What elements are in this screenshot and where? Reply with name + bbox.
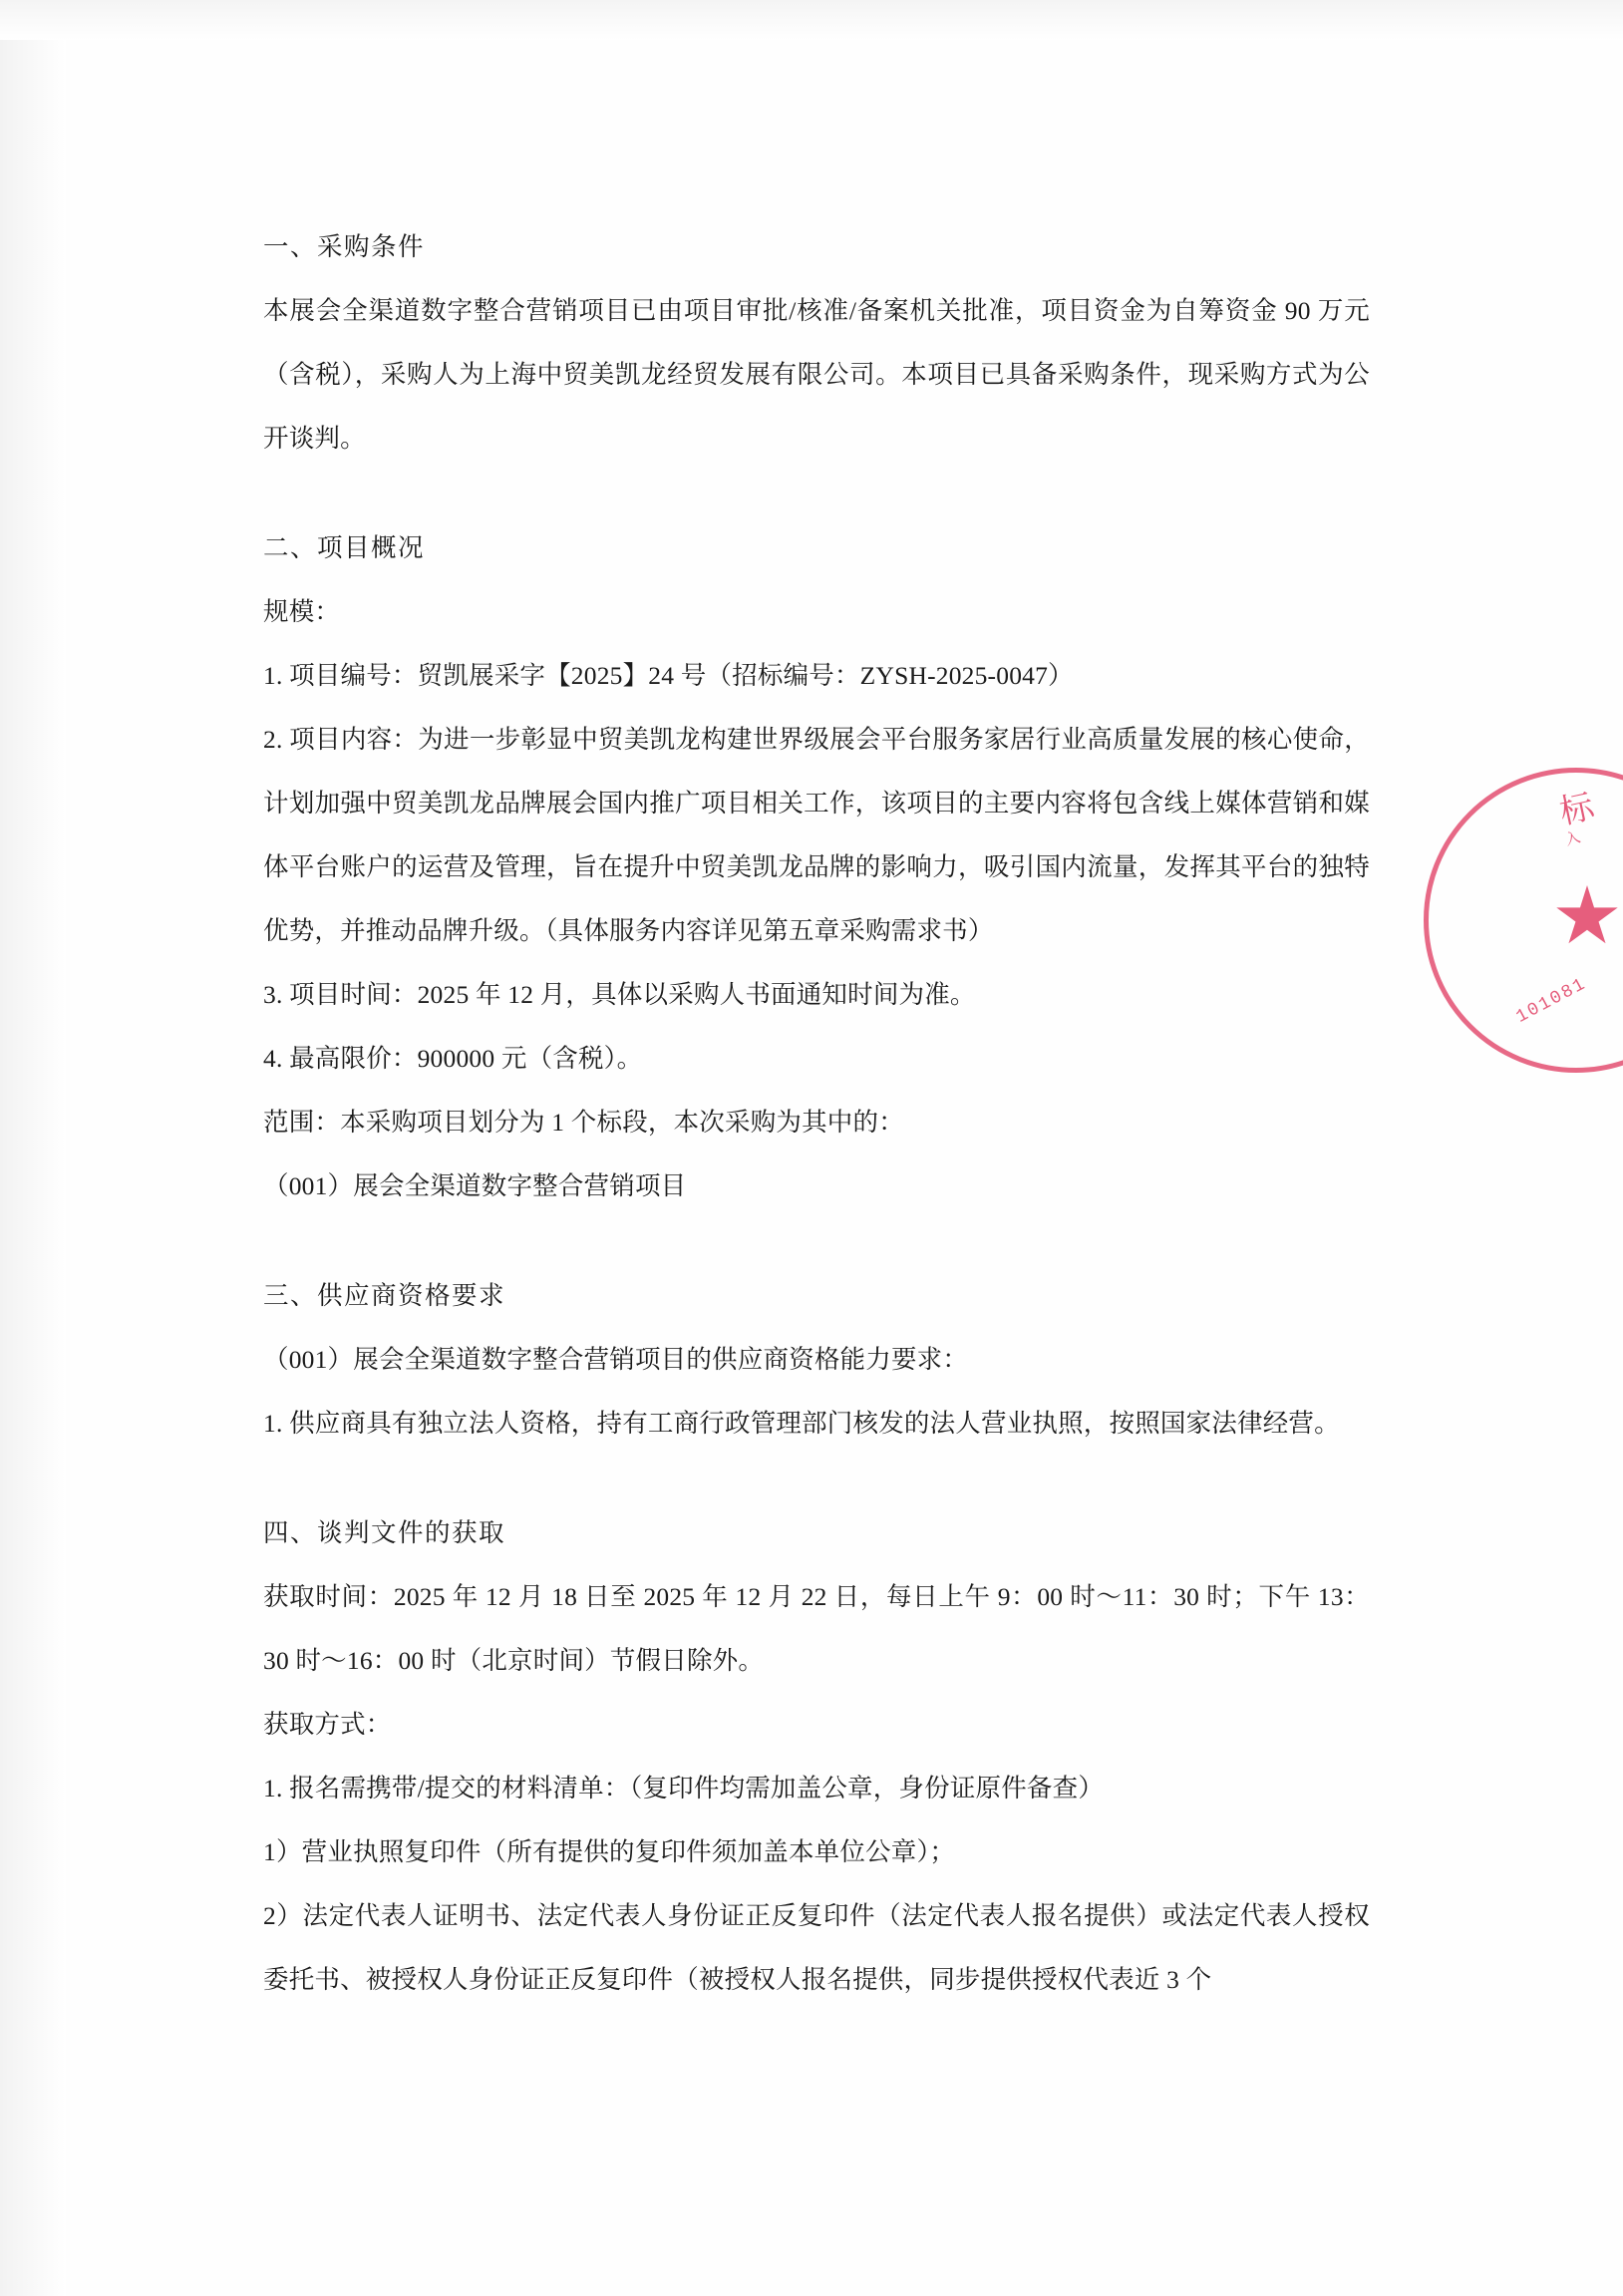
spacer	[263, 1456, 1370, 1501]
seal-ring	[1424, 768, 1623, 1073]
spacer	[263, 1218, 1370, 1264]
acquire-time-value: 2025 年 12 月 18 日至 2025 年 12 月 22 日，每日上午 9：00 时～11：30 时；下午 13：30 时～16：00 时（北京时间）节假日除外。	[263, 1582, 1370, 1675]
section-heading-4: 四、谈判文件的获取	[263, 1518, 506, 1547]
section-1-paragraph-1: 本展会全渠道数字整合营销项目已由项目审批/核准/备案机关批准，项目资金为自筹资金 90 万元（含税），采购人为上海中贸美凯龙经贸发展有限公司。本项目已具备采购条件，现采购方式为公开谈判。	[263, 296, 1370, 453]
section-2-item-2: 2. 项目内容：为进一步彰显中贸美凯龙构建世界级展会平台服务家居行业高质量发展的核心使命，计划加强中贸美凯龙品牌展会国内推广项目相关工作，该项目的主要内容将包含线上媒体营销和媒体平台账户的运营及管理，旨在提升中贸美凯龙品牌的影响力，吸引国内流量，发挥其平台的独特优势，并推动品牌升级。（具体服务内容详见第五章采购需求书）	[263, 725, 1370, 945]
section-2-scale-label: 规模：	[263, 597, 341, 626]
page-top-edge-shadow	[0, 0, 1623, 40]
seal-number-text: 101081	[1512, 974, 1591, 1028]
section-4-acquire-time	[263, 1565, 1370, 1693]
section-heading-2: 二、项目概况	[263, 533, 426, 562]
section-heading-3: 三、供应商资格要求	[263, 1281, 506, 1310]
section-4-item-3: 2）法定代表人证明书、法定代表人身份证正反复印件（法定代表人报名提供）或法定代表人授权委托书、被授权人身份证正反复印件（被授权人报名提供，同步提供授权代表近 3 个	[263, 1901, 1370, 1994]
section-2-range-label: 范围：本采购项目划分为 1 个标段，本次采购为其中的：	[263, 1108, 904, 1137]
official-seal-stamp	[1511, 768, 1623, 1067]
seal-sub-text: 入	[1563, 829, 1583, 849]
seal-star-icon	[1555, 885, 1619, 949]
section-4-item-2: 1）营业执照复印件（所有提供的复印件须加盖本单位公章）；	[263, 1837, 956, 1866]
acquire-time-label: 获取时间：	[263, 1582, 394, 1611]
document-body	[263, 215, 1370, 2012]
section-3-lead: （001）展会全渠道数字整合营销项目的供应商资格能力要求：	[263, 1345, 969, 1374]
section-2-item-4: 4. 最高限价：900000 元（含税）。	[263, 1044, 643, 1073]
section-heading-1: 一、采购条件	[263, 232, 426, 261]
section-2-item-1: 1. 项目编号：贸凯展采字【2025】24 号（招标编号：ZYSH-2025-0047）	[263, 661, 1074, 690]
section-4-acquire-method-label: 获取方式：	[263, 1710, 392, 1739]
page-left-edge-shadow	[0, 0, 66, 2296]
seal-top-text: 标	[1556, 788, 1598, 832]
section-2-item-3: 3. 项目时间：2025 年 12 月，具体以采购人书面通知时间为准。	[263, 980, 976, 1009]
spacer	[263, 471, 1370, 516]
section-3-item-1: 1. 供应商具有独立法人资格，持有工商行政管理部门核发的法人营业执照，按照国家法律经营。	[263, 1409, 1340, 1438]
section-2-range-item: （001）展会全渠道数字整合营销项目	[263, 1171, 687, 1200]
section-4-item-1: 1. 报名需携带/提交的材料清单：（复印件均需加盖公章，身份证原件备查）	[263, 1774, 1105, 1803]
